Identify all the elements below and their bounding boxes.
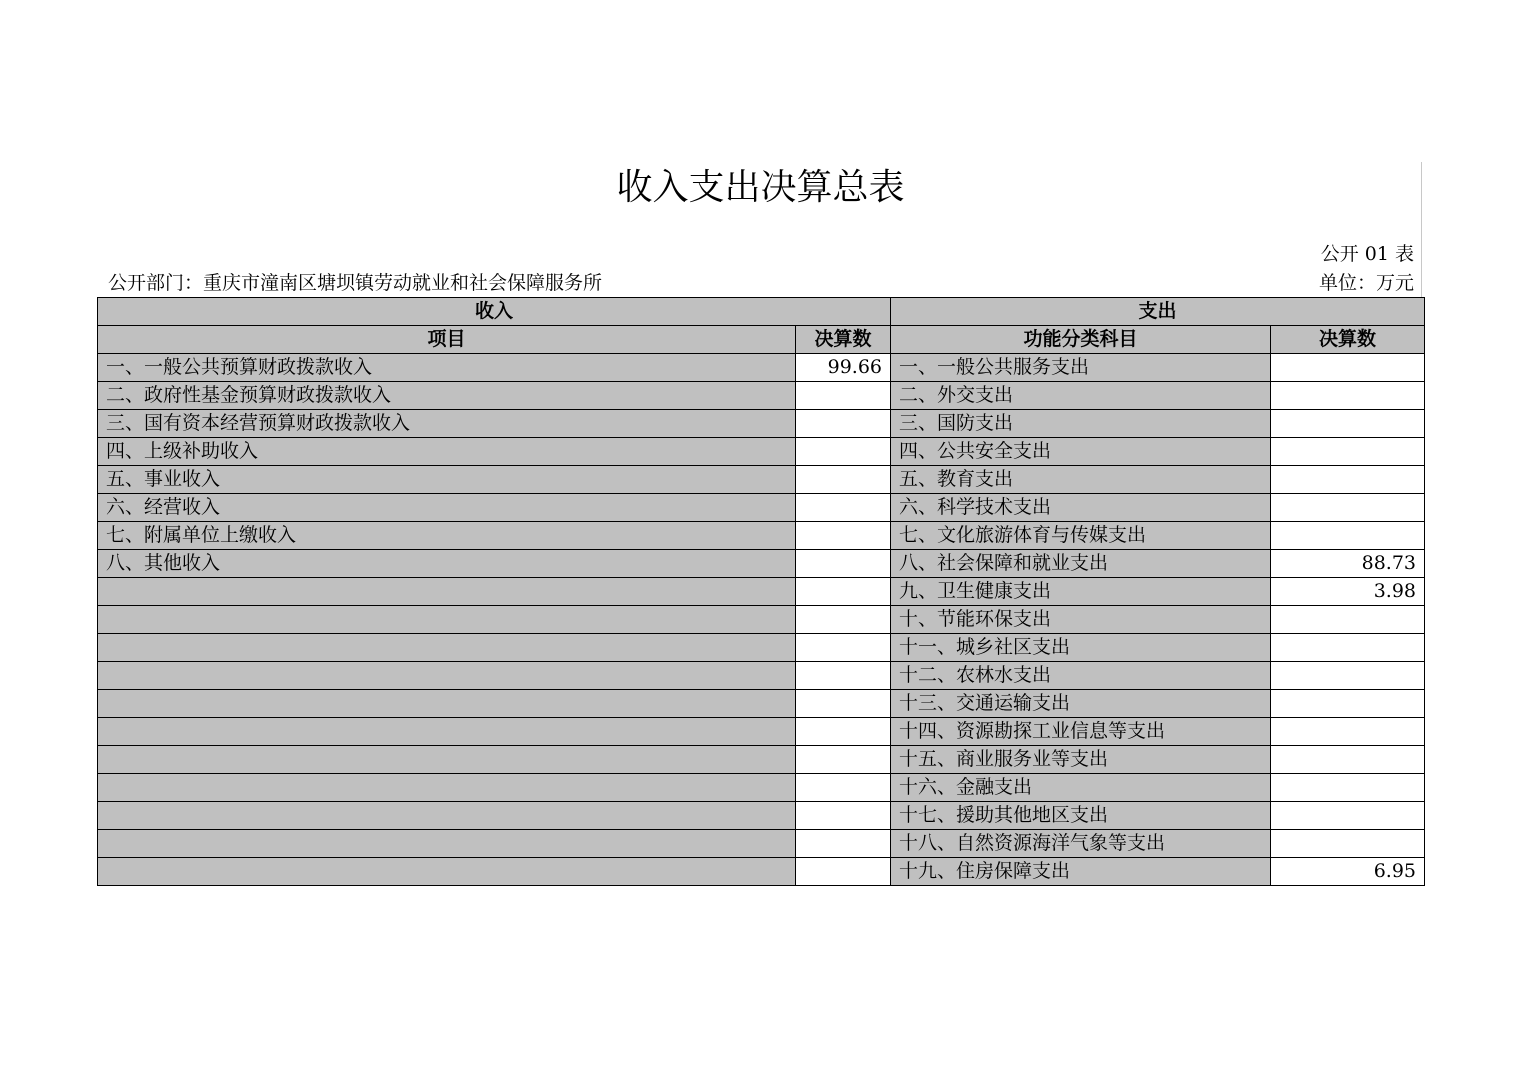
income-amount-cell [796,550,891,578]
income-amount-cell [796,494,891,522]
expenditure-item-cell: 十、节能环保支出 [891,606,1271,634]
income-item-cell [98,830,796,858]
table-row [98,662,1425,690]
expenditure-amount-cell [1271,354,1425,382]
unit-label: 单位：万元 [1318,272,1414,294]
expenditure-item-cell: 二、外交支出 [891,382,1271,410]
income-amount-cell [796,438,891,466]
income-amount-cell [796,466,891,494]
expenditure-item-cell: 十八、自然资源海洋气象等支出 [891,830,1271,858]
table-row [98,550,1425,578]
expenditure-amount-cell [1271,382,1425,410]
income-item-cell [98,690,796,718]
income-amount-cell [796,774,891,802]
income-item-cell: 八、其他收入 [98,550,796,578]
table-row [98,690,1425,718]
expenditure-item-cell: 十四、资源勘探工业信息等支出 [891,718,1271,746]
expenditure-item-cell: 十七、援助其他地区支出 [891,802,1271,830]
income-item-cell [98,578,796,606]
expenditure-item-cell: 八、社会保障和就业支出 [891,550,1271,578]
income-item-cell [98,802,796,830]
expenditure-item-cell: 十九、住房保障支出 [891,858,1271,886]
expenditure-amount-cell [1271,410,1425,438]
income-item-cell: 一、一般公共预算财政拨款收入 [98,354,796,382]
income-item-cell [98,606,796,634]
table-row [98,858,1425,886]
expenditure-amount-cell [1271,774,1425,802]
expenditure-amount-header: 决算数 [1271,326,1425,354]
expenditure-amount-cell [1271,690,1425,718]
expenditure-amount-cell [1271,494,1425,522]
expenditure-amount-cell [1271,606,1425,634]
expenditure-amount-cell [1271,466,1425,494]
expenditure-amount-cell [1271,802,1425,830]
income-item-cell [98,634,796,662]
income-item-cell: 七、附属单位上缴收入 [98,522,796,550]
expenditure-item-header: 功能分类科目 [891,326,1271,354]
table-row [98,830,1425,858]
expenditure-item-cell: 九、卫生健康支出 [891,578,1271,606]
income-item-cell: 二、政府性基金预算财政拨款收入 [98,382,796,410]
expenditure-item-cell: 十一、城乡社区支出 [891,634,1271,662]
expenditure-item-cell: 十三、交通运输支出 [891,690,1271,718]
table-row [98,634,1425,662]
expenditure-amount-cell [1271,718,1425,746]
expenditure-amount-cell [1271,522,1425,550]
expenditure-item-cell: 三、国防支出 [891,410,1271,438]
income-amount-cell [796,858,891,886]
income-item-cell: 六、经营收入 [98,494,796,522]
income-item-cell [98,662,796,690]
income-amount-cell: 99.66 [796,354,891,382]
table-row [98,578,1425,606]
table-row [98,494,1425,522]
income-item-cell [98,718,796,746]
table-row [98,382,1425,410]
income-amount-cell [796,606,891,634]
income-item-cell [98,774,796,802]
form-number: 公开 01 表 [1320,243,1414,265]
income-item-header: 项目 [98,326,796,354]
table-row [98,802,1425,830]
income-amount-cell [796,382,891,410]
income-amount-cell [796,802,891,830]
expenditure-item-cell: 七、文化旅游体育与传媒支出 [891,522,1271,550]
column-header-row [98,326,1425,354]
income-item-cell [98,746,796,774]
income-amount-cell [796,662,891,690]
table-row [98,746,1425,774]
income-amount-cell [796,634,891,662]
page-title: 收入支出决算总表 [616,167,905,208]
income-expenditure-table [97,297,1425,886]
income-item-cell [98,858,796,886]
table-row [98,606,1425,634]
expenditure-amount-cell [1271,438,1425,466]
expenditure-amount-cell [1271,662,1425,690]
income-item-cell: 五、事业收入 [98,466,796,494]
table-row [98,410,1425,438]
table-row [98,522,1425,550]
income-amount-header: 决算数 [796,326,891,354]
table-row [98,466,1425,494]
table-row [98,438,1425,466]
income-item-cell: 三、国有资本经营预算财政拨款收入 [98,410,796,438]
expenditure-amount-cell: 88.73 [1271,550,1425,578]
expenditure-item-cell: 五、教育支出 [891,466,1271,494]
expenditure-amount-cell [1271,746,1425,774]
expenditure-amount-cell [1271,830,1425,858]
table-row [98,774,1425,802]
department-label: 公开部门：重庆市潼南区塘坝镇劳动就业和社会保障服务所 [108,272,603,294]
income-amount-cell [796,718,891,746]
expenditure-item-cell: 六、科学技术支出 [891,494,1271,522]
table-row [98,354,1425,382]
expenditure-item-cell: 十六、金融支出 [891,774,1271,802]
income-group-header: 收入 [98,298,891,326]
table-row [98,718,1425,746]
income-amount-cell [796,578,891,606]
income-amount-cell [796,690,891,718]
income-amount-cell [796,410,891,438]
expenditure-amount-cell: 6.95 [1271,858,1425,886]
income-amount-cell [796,830,891,858]
expenditure-amount-cell [1271,634,1425,662]
expenditure-item-cell: 十二、农林水支出 [891,662,1271,690]
income-item-cell: 四、上级补助收入 [98,438,796,466]
expenditure-amount-cell: 3.98 [1271,578,1425,606]
group-header-row [98,298,1425,326]
expenditure-item-cell: 四、公共安全支出 [891,438,1271,466]
expenditure-item-cell: 一、一般公共服务支出 [891,354,1271,382]
expenditure-item-cell: 十五、商业服务业等支出 [891,746,1271,774]
expenditure-group-header: 支出 [891,298,1425,326]
income-amount-cell [796,522,891,550]
income-amount-cell [796,746,891,774]
